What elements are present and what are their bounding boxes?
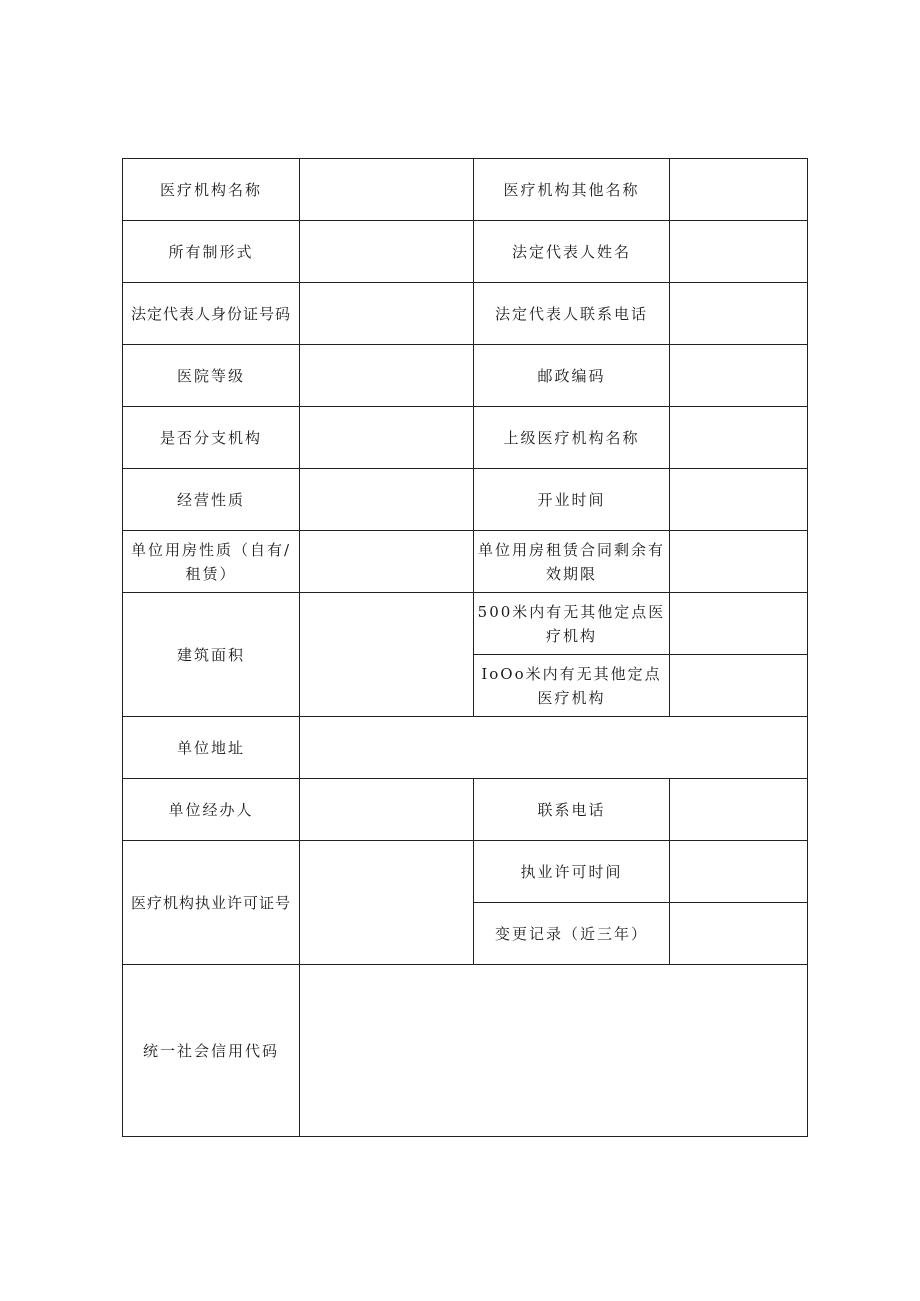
- opening-time-label: 开业时间: [474, 469, 670, 531]
- address-label: 单位地址: [123, 717, 300, 779]
- lease-validity-field[interactable]: [670, 531, 808, 593]
- table-row: [123, 531, 808, 593]
- is-branch-field[interactable]: [300, 407, 474, 469]
- parent-name-field[interactable]: [670, 407, 808, 469]
- housing-nature-field[interactable]: [300, 531, 474, 593]
- business-nature-label: 经营性质: [123, 469, 300, 531]
- within-1000m-field[interactable]: [670, 655, 808, 717]
- hospital-grade-label: 医院等级: [123, 345, 300, 407]
- legal-rep-id-field[interactable]: [300, 283, 474, 345]
- license-no-label: 医疗机构执业许可证号: [123, 841, 300, 965]
- ownership-field[interactable]: [300, 221, 474, 283]
- parent-name-label: 上级医疗机构名称: [474, 407, 670, 469]
- postal-code-label: 邮政编码: [474, 345, 670, 407]
- legal-rep-name-label: 法定代表人姓名: [474, 221, 670, 283]
- table-row: [123, 965, 808, 1137]
- table-row: [123, 221, 808, 283]
- hospital-grade-field[interactable]: [300, 345, 474, 407]
- license-no-field[interactable]: [300, 841, 474, 965]
- institution-name-field[interactable]: [300, 159, 474, 221]
- legal-rep-phone-label: 法定代表人联系电话: [474, 283, 670, 345]
- table-row: [123, 717, 808, 779]
- building-area-field[interactable]: [300, 593, 474, 717]
- address-field[interactable]: [300, 717, 808, 779]
- license-time-field[interactable]: [670, 841, 808, 903]
- within-500m-label: 500米内有无其他定点医疗机构: [474, 593, 670, 655]
- building-area-label: 建筑面积: [123, 593, 300, 717]
- handler-field[interactable]: [300, 779, 474, 841]
- business-nature-field[interactable]: [300, 469, 474, 531]
- institution-info-form: [122, 158, 808, 1137]
- change-record-field[interactable]: [670, 903, 808, 965]
- handler-label: 单位经办人: [123, 779, 300, 841]
- table-row: [123, 593, 808, 655]
- lease-validity-label: 单位用房租赁合同剩余有效期限: [474, 531, 670, 593]
- other-name-field[interactable]: [670, 159, 808, 221]
- other-name-label: 医疗机构其他名称: [474, 159, 670, 221]
- table-row: [123, 841, 808, 903]
- postal-code-field[interactable]: [670, 345, 808, 407]
- table-row: [123, 159, 808, 221]
- institution-name-label: 医疗机构名称: [123, 159, 300, 221]
- legal-rep-id-label: 法定代表人身份证号码: [123, 283, 300, 345]
- credit-code-field[interactable]: [300, 965, 808, 1137]
- is-branch-label: 是否分支机构: [123, 407, 300, 469]
- table-row: [123, 283, 808, 345]
- within-500m-field[interactable]: [670, 593, 808, 655]
- table-row: [123, 779, 808, 841]
- legal-rep-phone-field[interactable]: [670, 283, 808, 345]
- license-time-label: 执业许可时间: [474, 841, 670, 903]
- contact-phone-label: 联系电话: [474, 779, 670, 841]
- opening-time-field[interactable]: [670, 469, 808, 531]
- housing-nature-label: 单位用房性质（自有/租赁）: [123, 531, 300, 593]
- credit-code-label: 统一社会信用代码: [123, 965, 300, 1137]
- contact-phone-field[interactable]: [670, 779, 808, 841]
- within-1000m-label: IoOo米内有无其他定点医疗机构: [474, 655, 670, 717]
- table-row: [123, 469, 808, 531]
- ownership-label: 所有制形式: [123, 221, 300, 283]
- change-record-label: 变更记录（近三年）: [474, 903, 670, 965]
- table-row: [123, 345, 808, 407]
- table-row: [123, 407, 808, 469]
- legal-rep-name-field[interactable]: [670, 221, 808, 283]
